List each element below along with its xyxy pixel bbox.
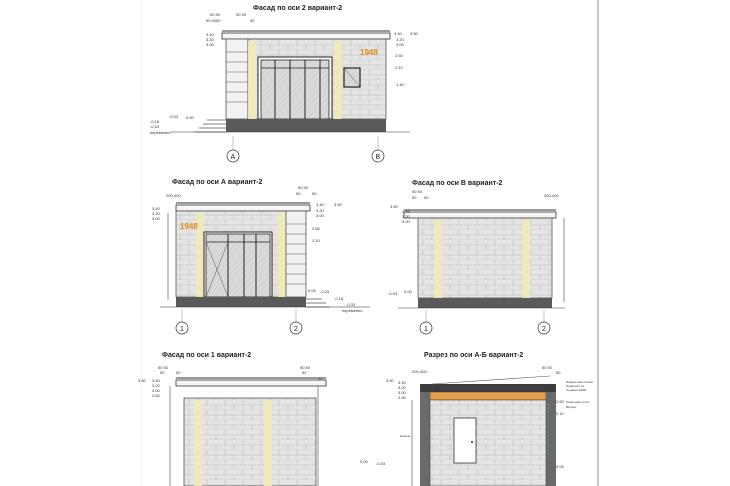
svg-text:2: 2 xyxy=(542,326,546,333)
svg-text:3.20: 3.20 xyxy=(402,214,410,219)
svg-text:50 50: 50 50 xyxy=(210,12,221,17)
svg-text:200-400: 200-400 xyxy=(544,193,559,198)
svg-text:2.60: 2.60 xyxy=(312,226,320,231)
facade-axis-a-title: Фасад по оси А вариант-2 xyxy=(172,179,263,186)
svg-text:-0.03: -0.03 xyxy=(169,114,179,119)
svg-text:-0.33: -0.33 xyxy=(150,124,160,129)
svg-text:50 50: 50 50 xyxy=(158,365,169,370)
svg-text:-0.33: -0.33 xyxy=(346,302,356,307)
svg-text:Парапетная стенка: Парапетная стенка xyxy=(566,380,593,384)
svg-text:50 50: 50 50 xyxy=(542,365,553,370)
svg-text:0.00: 0.00 xyxy=(404,289,412,294)
svg-text:переменно: переменно xyxy=(150,130,171,135)
svg-text:Окантовка утепл.: Окантовка утепл. xyxy=(566,400,591,404)
svg-text:3.40: 3.40 xyxy=(152,378,160,383)
svg-text:50: 50 xyxy=(556,370,561,375)
svg-text:50: 50 xyxy=(296,191,301,196)
svg-text:В: В xyxy=(375,154,381,161)
svg-text:2.60: 2.60 xyxy=(556,399,564,404)
svg-text:50: 50 xyxy=(160,370,165,375)
svg-text:2.10: 2.10 xyxy=(556,411,564,416)
svg-text:-0.18: -0.18 xyxy=(150,119,160,124)
svg-text:3.40: 3.40 xyxy=(394,31,402,36)
svg-text:Цоколь: Цоколь xyxy=(400,434,411,438)
svg-text:50 50: 50 50 xyxy=(412,189,423,194)
svg-text:1: 1 xyxy=(424,326,428,333)
svg-text:0.00: 0.00 xyxy=(308,288,316,293)
facade-axis-b-title: Фасад по оси В вариант-2 xyxy=(412,180,503,187)
svg-text:50: 50 xyxy=(318,376,323,381)
facade-axis-2-title: Фасад по оси 2 вариант-2 xyxy=(253,5,343,12)
svg-text:200-400: 200-400 xyxy=(412,369,427,374)
svg-text:3.20: 3.20 xyxy=(316,208,324,213)
svg-text:1.40: 1.40 xyxy=(396,82,404,87)
svg-text:3.40: 3.40 xyxy=(316,202,324,207)
svg-text:3.20: 3.20 xyxy=(398,385,406,390)
svg-text:Сэндвич-Н600: Сэндвич-Н600 xyxy=(566,388,587,392)
svg-text:2.10: 2.10 xyxy=(395,65,403,70)
svg-text:50 5050: 50 5050 xyxy=(206,18,221,23)
svg-text:5°: 5° xyxy=(436,388,440,393)
svg-text:3.50: 3.50 xyxy=(138,378,146,383)
svg-text:3.00: 3.00 xyxy=(206,42,214,47)
svg-text:50: 50 xyxy=(312,191,317,196)
svg-text:3.00: 3.00 xyxy=(398,390,406,395)
svg-text:1: 1 xyxy=(180,326,184,333)
svg-text:3.00: 3.00 xyxy=(402,219,410,224)
svg-text:3.00: 3.00 xyxy=(396,42,404,47)
svg-text:50: 50 xyxy=(412,195,417,200)
svg-text:3.50: 3.50 xyxy=(410,31,418,36)
svg-text:2: 2 xyxy=(294,326,298,333)
svg-text:переменно: переменно xyxy=(342,308,363,313)
facade-axis-2 xyxy=(150,5,419,162)
svg-text:3.40: 3.40 xyxy=(398,380,406,385)
svg-text:3.00: 3.00 xyxy=(316,213,324,218)
svg-text:0.00: 0.00 xyxy=(556,464,564,469)
svg-text:Профлист по: Профлист по xyxy=(566,384,585,388)
svg-text:0.00: 0.00 xyxy=(360,459,368,464)
svg-text:3.50: 3.50 xyxy=(334,202,342,207)
svg-text:3.00: 3.00 xyxy=(152,388,160,393)
svg-text:50 50: 50 50 xyxy=(236,12,247,17)
year-label: 1948 xyxy=(360,48,378,57)
svg-text:3.40: 3.40 xyxy=(152,206,160,211)
svg-text:3.40: 3.40 xyxy=(206,32,214,37)
section-ab xyxy=(386,352,593,486)
svg-text:Ватрин: Ватрин xyxy=(566,405,576,409)
svg-text:3.20: 3.20 xyxy=(206,37,214,42)
svg-text:3.00: 3.00 xyxy=(152,216,160,221)
svg-text:200-400: 200-400 xyxy=(166,193,181,198)
svg-text:50: 50 xyxy=(250,18,255,23)
svg-text:-0.03: -0.03 xyxy=(376,461,386,466)
svg-text:3.50: 3.50 xyxy=(386,378,394,383)
svg-text:50: 50 xyxy=(302,370,307,375)
facade-axis-1 xyxy=(138,352,386,486)
svg-text:3.20: 3.20 xyxy=(152,383,160,388)
svg-text:0.00: 0.00 xyxy=(186,115,194,120)
svg-text:А: А xyxy=(230,154,236,161)
svg-text:3.50: 3.50 xyxy=(390,204,398,209)
svg-text:2.60: 2.60 xyxy=(398,395,406,400)
svg-text:50 50: 50 50 xyxy=(298,185,309,190)
svg-text:3.20: 3.20 xyxy=(396,37,404,42)
svg-text:-0.03: -0.03 xyxy=(388,291,398,296)
svg-text:3.20: 3.20 xyxy=(152,211,160,216)
svg-text:-0.03: -0.03 xyxy=(320,289,330,294)
svg-text:50 50: 50 50 xyxy=(300,365,311,370)
facade-axis-1-title: Фасад по оси 1 вариант-2 xyxy=(162,352,252,359)
facade-axis-a xyxy=(152,179,370,334)
svg-text:3.40: 3.40 xyxy=(402,209,410,214)
svg-text:-0.18: -0.18 xyxy=(334,296,344,301)
year-label: 1948 xyxy=(180,222,198,231)
svg-text:2.10: 2.10 xyxy=(312,238,320,243)
svg-text:2.60: 2.60 xyxy=(395,53,403,58)
facade-axis-b xyxy=(388,180,565,334)
svg-text:2.60: 2.60 xyxy=(152,393,160,398)
svg-text:50: 50 xyxy=(176,370,181,375)
section-ab-title: Разрез по оси А-Б вариант-2 xyxy=(424,352,524,359)
svg-text:50: 50 xyxy=(424,195,429,200)
